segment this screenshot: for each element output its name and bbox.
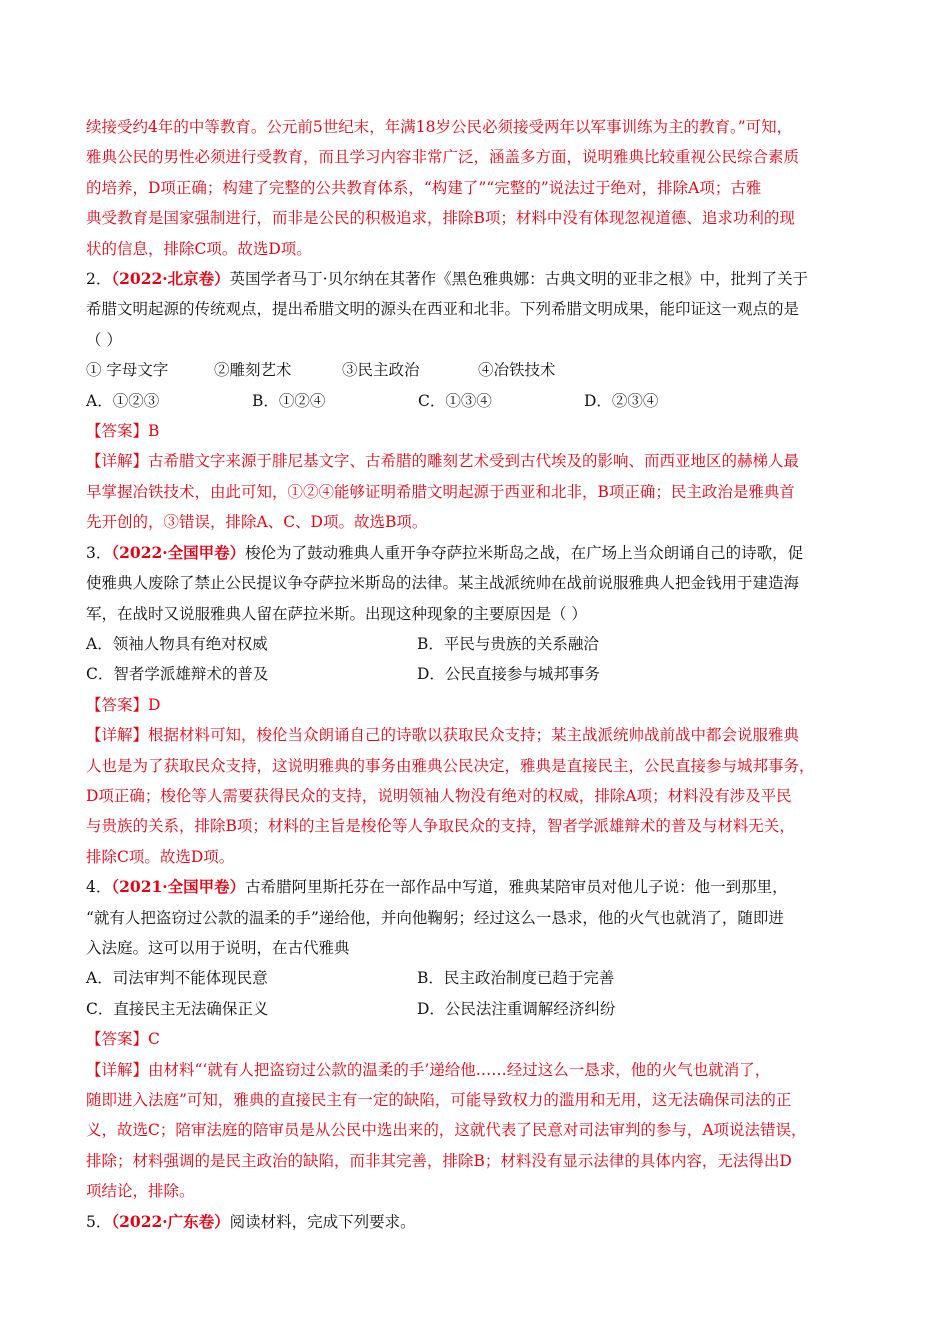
q4-option-a: A．司法审判不能体现民意: [86, 969, 268, 988]
q3-option-a: A．领袖人物具有绝对权威: [86, 634, 268, 653]
q3-stem-line: 使雅典人废除了禁止公民提议争夺萨拉米斯岛的法律。某主战派统帅在战前说服雅典人把金钱用于建造海: [86, 574, 800, 593]
q4-detail-line: 随即进入法庭”可知，雅典的直接民主有一定的缺陷，可能导致权力的滥用和无用，这无法确保司法的正: [86, 1091, 792, 1109]
q4-stem-line: “就有人把盗窃过公款的温柔的手”递给他，并向他鞠躬；经过这么一恳求，他的火气也就消了，随即进: [86, 908, 784, 927]
q1-detail-line: 典受教育是国家强制进行，而非是公民的积极追求，排除B项；材料中没有体现忽视道德、追求功利的现: [86, 209, 795, 228]
q4-stem-line: 古希腊阿里斯托芬在一部作品中写道，雅典某陪审员对他儿子说：他一到那里，: [245, 878, 788, 897]
q2-detail-line: 【详解】古希腊文字来源于腓尼基文字、古希腊的雕刻艺术受到古代埃及的影响、而西亚地区的赫梯人最: [86, 452, 800, 471]
q2-source: （2022·北京卷）: [111, 269, 230, 289]
q5-source: （2022·广东卷）: [111, 1211, 230, 1231]
q2-items: [86, 355, 870, 385]
q4-number: 4．: [86, 878, 112, 897]
q5-stem-text: 阅读材料，完成下列要求。: [229, 1212, 416, 1231]
q2-option-b: B．①②④: [252, 391, 326, 410]
q3-option-b: B．平民与贵族的关系融洽: [417, 634, 599, 653]
q3-stem-line: 军，在战时又说服雅典人留在萨拉米斯。出现这种现象的主要原因是（ ）: [86, 604, 587, 623]
q4-option-c: C．直接民主无法确保正义: [86, 999, 269, 1018]
q4-options-row: [86, 994, 870, 1024]
q3-options-row: [86, 629, 870, 659]
q2-item: ④冶铁技术: [478, 361, 556, 380]
q2-stem-line: 英国学者马丁·贝尔纳在其著作《黑色雅典娜：古典文明的亚非之根》中，批判了关于: [229, 270, 809, 289]
q3-stem-line: 梭伦为了鼓动雅典人重开争夺萨拉米斯岛之战，在广场上当众朗诵自己的诗歌，促: [245, 543, 804, 562]
q3-detail-line: 【详解】根据材料可知，梭伦当众朗诵自己的诗歌以获取民众支持；某主战派统帅战前战中都会说服雅典: [86, 726, 800, 745]
q4-answer: 【答案】C: [86, 1030, 160, 1049]
q2-options: [86, 386, 870, 416]
q2-detail-line: 先开创的，③错误，排除A、C、D项。故选B项。: [86, 513, 428, 532]
q5-number: 5．: [86, 1212, 112, 1231]
q2-stem: [86, 264, 870, 294]
question-3: [86, 538, 870, 872]
q3-detail-line: D项正确；梭伦等人需要获得民众的支持，说明领袖人物没有绝对的权威，排除A项；材料没有涉及平民: [86, 786, 792, 805]
q2-number: 2．: [86, 270, 112, 289]
question-5: [86, 1207, 870, 1237]
q2-stem-line: （ ）: [86, 330, 122, 349]
q4-detail-line: 排除；材料强调的是民主政治的缺陷，而非其完善，排除B；材料没有显示法律的具体内容，无法得出D: [86, 1151, 792, 1170]
q2-item: ① 字母文字: [86, 361, 169, 380]
question-4: [86, 872, 870, 1206]
q3-option-c: C．智者学派雄辩术的普及: [86, 665, 269, 684]
q2-option-a: A．①②③: [86, 391, 160, 410]
q1-detail-line: 雅典公民的男性必须进行受教育，而且学习内容非常广泛，涵盖多方面，说明雅典比较重视公民综合素质: [86, 148, 800, 167]
q3-stem: [86, 538, 870, 568]
q2-item: ②雕刻艺术: [214, 361, 292, 380]
q4-stem: [86, 872, 870, 902]
q3-option-d: D．公民直接参与城邦事务: [417, 665, 600, 684]
q1-detail: [86, 112, 870, 264]
q4-stem-line: 入法庭。这可以用于说明，在古代雅典: [86, 938, 350, 957]
q4-option-b: B．民主政治制度已趋于完善: [417, 969, 615, 988]
q1-detail-line: 状的信息，排除C项。故选D项。: [86, 239, 312, 258]
q3-detail-line: 与贵族的关系，排除B项；材料的主旨是梭伦等人争取民众的支持，智者学派雄辩术的普及与材料无关，: [86, 817, 795, 836]
q3-answer: 【答案】D: [86, 695, 161, 714]
q3-number: 3．: [86, 543, 112, 562]
q4-source: （2021·全国甲卷）: [111, 877, 246, 897]
q2-answer: 【答案】B: [86, 422, 160, 441]
q3-detail-line: 人也是为了获取民众支持，这说明雅典的事务由雅典公民决定，雅典是直接民主，公民直接参与城邦事务，: [86, 756, 815, 775]
q2-option-c: C．①③④: [418, 391, 492, 410]
q5-stem: [86, 1207, 870, 1237]
q4-options-row: [86, 963, 870, 993]
question-2: [86, 264, 870, 538]
q3-options-row: [86, 659, 870, 689]
q2-item: ③民主政治: [342, 361, 420, 380]
q1-detail-line: 的培养，D项正确；构建了完整的公共教育体系，“构建了”“完整的”说法过于绝对，排除A项；古雅: [86, 178, 762, 197]
q2-option-d: D．②③④: [584, 391, 659, 410]
q2-detail-line: 早掌握冶铁技术，由此可知，①②④能够证明希腊文明起源于西亚和北非，B项正确；民主政治是雅典首: [86, 482, 795, 501]
q4-option-d: D．公民法注重调解经济纠纷: [417, 999, 616, 1018]
q4-detail-line: 义，故选C；陪审法庭的陪审员是从公民中选出来的，这就代表了民意对司法审判的参与，A项说法错误，: [86, 1121, 807, 1140]
q2-stem-line: 希腊文明起源的传统观点，提出希腊文明的源头在西亚和北非。下列希腊文明成果，能印证这一观点的是: [86, 300, 800, 319]
q4-detail-line: 项结论，排除。: [86, 1182, 195, 1201]
q4-detail-line: 【详解】由材料“‘就有人把盗窃过公款的温柔的手’递给他……经过这么一恳求，他的火气也就消了，: [86, 1060, 771, 1079]
q1-detail-line: 续接受约4年的中等教育。公元前5世纪末，年满18岁公民必须接受两年以军事训练为主的教育。”可知，: [86, 118, 793, 136]
q3-source: （2022·全国甲卷）: [111, 542, 246, 562]
q3-detail-line: 排除C项。故选D项。: [86, 847, 235, 866]
document-content: [86, 112, 870, 1237]
